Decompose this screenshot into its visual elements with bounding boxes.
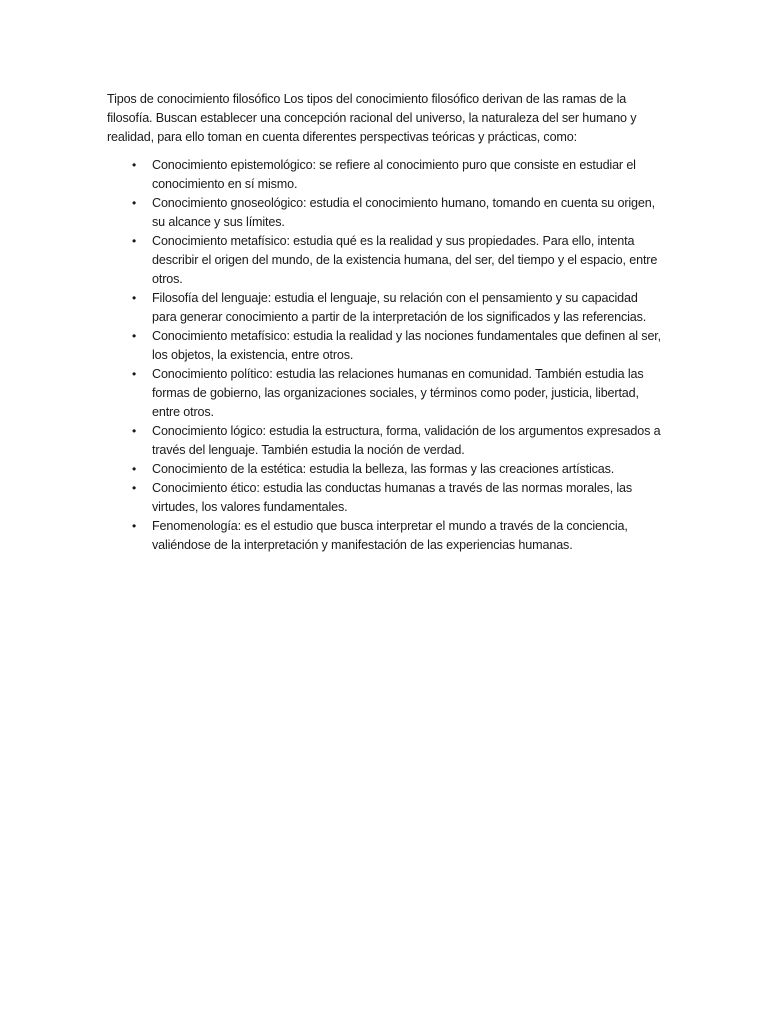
list-item — [107, 194, 663, 232]
list-item — [107, 460, 663, 479]
list-item-text: Conocimiento metafísico: estudia la realidad y las nociones fundamentales que definen al ser, los objetos, la existencia, entre otros. — [152, 329, 662, 362]
list-item-text: Conocimiento metafísico: estudia qué es la realidad y sus propiedades. Para ello, intenta describir el origen del mundo, de la existencia humana, del ser, del tiempo y el espacio, entre otros. — [152, 234, 658, 286]
bullet-icon: • — [131, 462, 137, 476]
list-item — [107, 327, 663, 365]
list-item — [107, 232, 663, 289]
bullet-icon: • — [131, 291, 137, 305]
list-item — [107, 365, 663, 422]
list-item — [107, 289, 663, 327]
list-item-text: Conocimiento de la estética: estudia la belleza, las formas y las creaciones artísticas. — [152, 462, 615, 476]
bullet-list — [107, 156, 663, 555]
list-item-text: Conocimiento epistemológico: se refiere al conocimiento puro que consiste en estudiar el conocimiento en sí mismo. — [152, 158, 636, 191]
list-item-text: Conocimiento lógico: estudia la estructura, forma, validación de los argumentos expresados a través del lenguaje. También estudia la noción de verdad. — [152, 424, 661, 457]
bullet-icon: • — [131, 158, 137, 172]
bullet-icon: • — [131, 329, 137, 343]
list-item — [107, 517, 663, 555]
bullet-icon: • — [131, 367, 137, 381]
bullet-icon: • — [131, 424, 137, 438]
list-item-text: Conocimiento gnoseológico: estudia el conocimiento humano, tomando en cuenta su origen, su alcance y sus límites. — [152, 196, 655, 229]
bullet-icon: • — [131, 481, 137, 495]
bullet-icon: • — [131, 519, 137, 533]
list-item — [107, 479, 663, 517]
list-item — [107, 156, 663, 194]
document-body — [107, 90, 663, 555]
list-item-text: Filosofía del lenguaje: estudia el lenguaje, su relación con el pensamiento y su capacidad para generar conocimiento a partir de la interpretación de los significados y las referencias. — [152, 291, 647, 324]
intro-paragraph: Tipos de conocimiento filosófico Los tipos del conocimiento filosófico derivan de las ramas de la filosofía. Buscan establecer una concepción racional del universo, la naturaleza del ser humano y realidad, para ello toman en cuenta diferentes perspectivas teóricas y prácticas, como: — [107, 92, 637, 144]
bullet-icon: • — [131, 234, 137, 248]
list-item-text: Conocimiento ético: estudia las conductas humanas a través de las normas morales, las virtudes, los valores fundamentales. — [152, 481, 633, 514]
list-item-text: Conocimiento político: estudia las relaciones humanas en comunidad. También estudia las formas de gobierno, las organizaciones sociales, y términos como poder, justicia, libertad, entre otros. — [152, 367, 644, 419]
list-item-text: Fenomenología: es el estudio que busca interpretar el mundo a través de la conciencia, valiéndose de la interpretación y manifestación de las experiencias humanas. — [152, 519, 628, 552]
bullet-icon: • — [131, 196, 137, 210]
list-item — [107, 422, 663, 460]
